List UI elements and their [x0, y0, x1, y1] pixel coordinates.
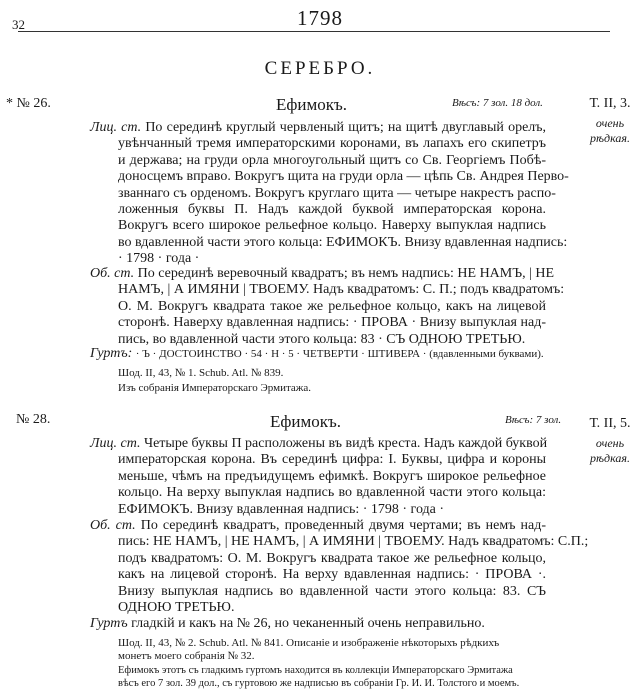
catalog-reference: Т. II, 5. — [589, 416, 631, 431]
rarity-note: очень рѣдкая. — [590, 116, 630, 145]
obverse-description: Лиц. ст. Четыре буквы П расположены въ видѣ креста. Надъ каждой буквой — [90, 436, 548, 451]
page-year-heading: 1798 — [297, 6, 343, 30]
entry-weight: Вѣсъ: 7 зол. — [505, 414, 562, 426]
reverse-description: Об. ст. По серединѣ квадратъ, проведенный двумя чертами; въ немъ над- — [90, 518, 546, 533]
reverse-label: Об. ст. — [90, 266, 135, 281]
entry-title: Ефимокъ. — [270, 412, 342, 431]
rarity-note: очень рѣдкая. — [590, 436, 630, 465]
entry-weight: Вѣсъ: 7 зол. 18 дол. — [452, 97, 543, 109]
reverse-description-cont: пись: НЕ НАМЪ, | НЕ НАМЪ, | А ИМЯНИ | ТВОЕМУ. Надъ квадратомъ: С.П.; подъ квадратомъ: О. М. Вокругъ квадрата такое же рельефное кольцо, какъ на лицевой сторонѣ. На верху вдавленная надпись: · ПРОВА ·. Внизу выпуклая надпись во вдавленной части этого кольца: 83. СЪ ОДНОЮ ТРЕТЬЮ. — [118, 534, 589, 616]
edge-description: Гуртъ гладкій и какъ на № 26, но чеканенный очень неправильно. — [90, 616, 485, 631]
entry-title: Ефимокъ. — [276, 95, 348, 114]
obverse-description-cont: императорская корона. Въ серединѣ цифра: I. Буквы, цифра и короны меньше, чѣмъ на предъидущемъ ефимкѣ. Вокругъ широкое рельефное кольцо. На верху выпуклая надпись во вдавленной части этого кольца: ЕФИМОКЪ. Внизу вдавленная надпись: · 1798 · года · — [118, 452, 546, 517]
entry-number: * № 26. — [6, 96, 51, 111]
header-rule — [18, 31, 610, 32]
reverse-label: Об. ст. — [90, 518, 136, 533]
section-title: СЕРЕБРО. — [264, 58, 376, 79]
catalog-reference: Т. II, 3. — [589, 96, 631, 111]
obverse-label: Лиц. ст. — [90, 436, 141, 451]
reverse-description: Об. ст. По серединѣ веревочный квадратъ; въ немъ надпись: НЕ НАМЪ, | НЕ — [90, 266, 555, 281]
obverse-description: Лиц. ст. По серединѣ круглый червленый щитъ; на щитѣ двуглавый орелъ, — [90, 120, 547, 135]
obverse-label: Лиц. ст. — [90, 120, 142, 135]
obverse-description-cont: увѣнчанный тремя императорскими коронами, въ лапахъ его скипетръ и держава; на груди орла многоугольный щитъ со Св. Георгіемъ Побѣ- доносцемъ вправо. Вокругъ щита на груди орла — цѣпь Св. Андрея Перво- званнаго съ орденомъ. Вокругъ круглаго щита — четыре накрестъ распо- ложенныя буквы П. Надъ каждой буквой императорская корона. Вокругъ всего широкое рельефное кольцо. Наверху выпуклая надпись во вдавленной части этого кольца: ЕФИМОКЪ. Внизу вдавленная надпись: · 1798 · года · — [118, 136, 569, 267]
entry-number: № 28. — [16, 412, 51, 427]
page-number: 32 — [12, 17, 25, 32]
sources: Шод. II, 43, № 2. Schub. Atl. № 841. Описаніе и изображеніе нѣкоторыхъ рѣдкихъ монетъ моего собранія № 32. — [118, 637, 500, 662]
sources: Шод. II, 43, № 1. Schub. Atl. № 839. Изъ собранія Императорскаго Эрмитажа. — [118, 367, 312, 394]
footnote: Ефимокъ этотъ съ гладкимъ гуртомъ находится въ коллекціи Императорскаго Эрмитажа вѣсъ его 7 зол. 39 дол., съ гуртовою же надписью въ собраніи Гр. И. И. Толстого и моемъ. — [118, 665, 520, 689]
edge-description: Гуртъ: · Ъ · ДОСТОИНСТВО · 54 · Н · 5 · ЧЕТВЕРТИ · ШТИВЕРА · (вдавленными буквами). — [90, 346, 544, 361]
reverse-description-cont: НАМЪ, | А ИМЯНИ | ТВОЕМУ. Надъ квадратомъ: С. П.; подъ квадратомъ: О. М. Вокругъ квадрата такое же рельефное кольцо, какъ на лицевой сторонѣ. Наверху вдавленная надпись: · ПРОВА · Внизу выпуклая над- пись, во вдавленной части этого кольца: 83 · СЪ ОДНОЮ ТРЕТЬЮ. — [118, 282, 565, 347]
